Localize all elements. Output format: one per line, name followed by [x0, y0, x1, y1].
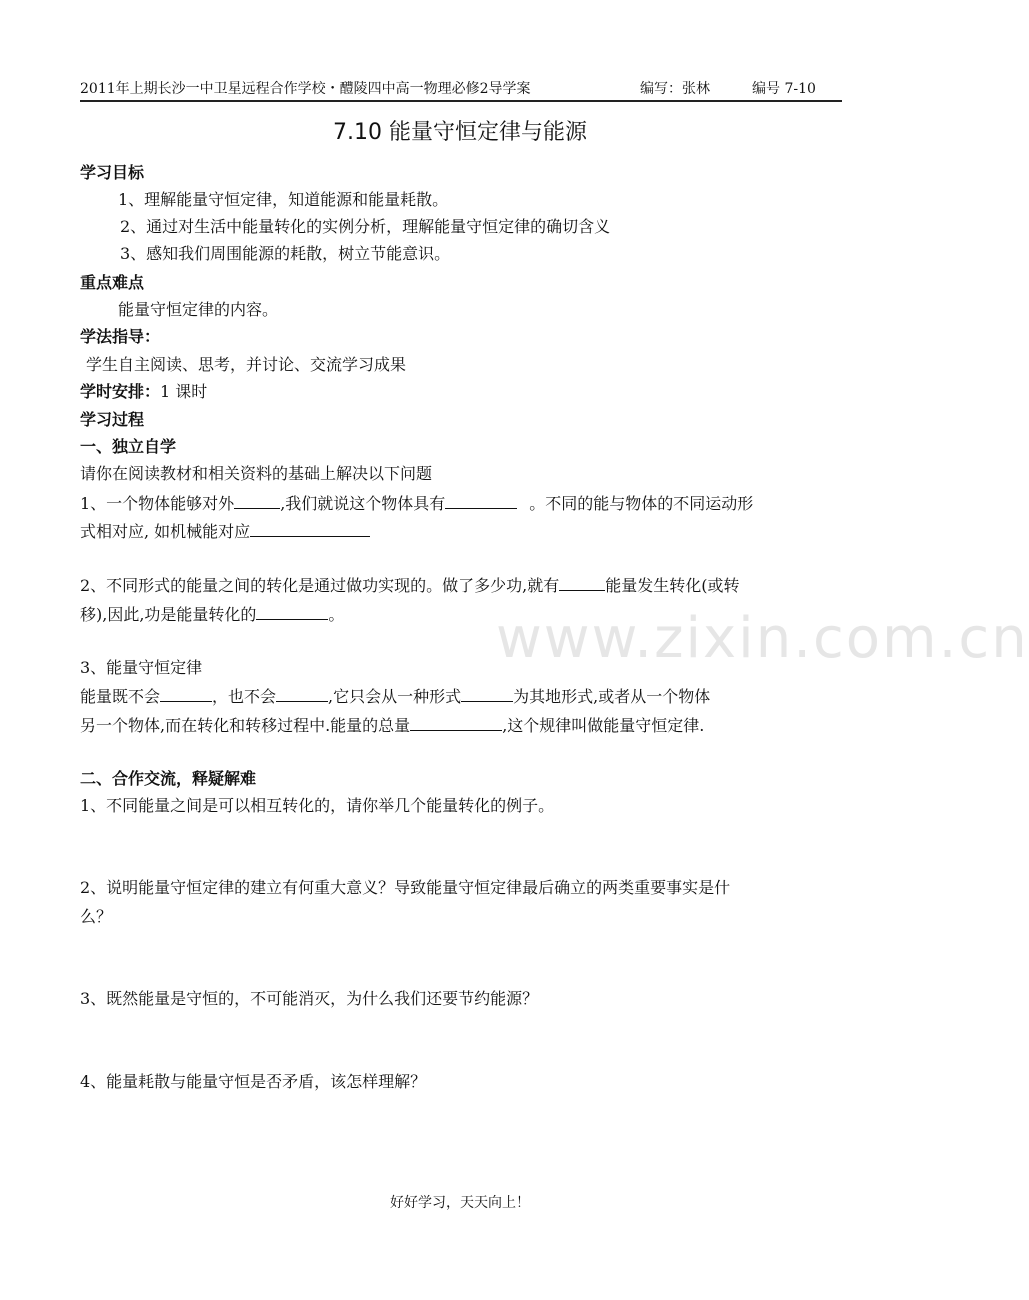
- schedule-value: 1 课时: [160, 382, 208, 401]
- answer-blank[interactable]: [445, 492, 517, 509]
- section1-intro: 请你在阅读教材和相关资料的基础上解决以下问题: [80, 464, 433, 483]
- discussion-question-3: 3、既然能量是守恒的，不可能消灭，为什么我们还要节约能源？: [80, 989, 539, 1008]
- header-number: 编号 7-10: [752, 81, 816, 97]
- answer-blank[interactable]: [410, 714, 502, 731]
- page-title: 7.10 能量守恒定律与能源: [333, 120, 587, 145]
- answer-blank[interactable]: [276, 685, 328, 702]
- watermark: www.zixin.com.cn: [496, 606, 1029, 671]
- question-3-line2: 另一个物体,而在转化和转移过程中.能量的总量 ,这个规律叫做能量守恒定律.: [80, 716, 705, 735]
- objective-item: 3、感知我们周围能源的耗散，树立节能意识。: [120, 244, 451, 263]
- method-heading: 学法指导：: [80, 327, 161, 346]
- answer-blank[interactable]: [160, 685, 212, 702]
- process-heading: 学习过程: [80, 410, 145, 429]
- page-footer: 好好学习，天天向上！: [390, 1195, 530, 1211]
- page-header: [80, 80, 842, 102]
- answer-blank[interactable]: [256, 603, 328, 620]
- schedule: [80, 381, 207, 403]
- keypoints-text: 能量守恒定律的内容。: [118, 300, 279, 319]
- question-1-line1: 1、一个物体能够对外 ,我们就说这个物体具有 。不同的能与物体的不同运动形: [80, 494, 754, 513]
- header-author: 编写：张林: [640, 81, 710, 97]
- method-text: 学生自主阅读、思考，并讨论、交流学习成果: [86, 355, 407, 374]
- question-2-line2: 移),因此,功是能量转化的 。: [80, 605, 345, 624]
- keypoints-heading: 重点难点: [80, 273, 145, 292]
- section2-heading: 二、合作交流，释疑解难: [80, 769, 257, 788]
- header-school: 2011年上期长沙一中卫星远程合作学校・醴陵四中高一物理必修2导学案: [80, 81, 531, 97]
- discussion-question-2-cont: 么？: [80, 907, 113, 926]
- question-1-line2: 式相对应, 如机械能对应: [80, 520, 370, 543]
- section1-heading: 一、独立自学: [80, 437, 177, 456]
- answer-blank[interactable]: [559, 574, 605, 591]
- answer-blank[interactable]: [461, 685, 513, 702]
- question-2-line1: 2、不同形式的能量之间的转化是通过做功实现的。做了多少功,就有 能量发生转化(或转: [80, 576, 740, 595]
- objectives-heading: 学习目标: [80, 163, 145, 182]
- discussion-question-2: 2、说明能量守恒定律的建立有何重大意义？导致能量守恒定律最后确立的两类重要事实是什: [80, 878, 731, 897]
- objective-item: 1、理解能量守恒定律，知道能源和能量耗散。: [118, 190, 449, 209]
- objective-item: 2、通过对生活中能量转化的实例分析，理解能量守恒定律的确切含义: [120, 217, 611, 236]
- answer-blank[interactable]: [250, 520, 370, 537]
- schedule-label: 学时安排：: [80, 382, 161, 401]
- discussion-question-4: 4、能量耗散与能量守恒是否矛盾，该怎样理解？: [80, 1072, 427, 1091]
- question-3-line1: 能量既不会 ，也不会 ,它只会从一种形式 为其地形式,或者从一个物体: [80, 687, 711, 706]
- answer-blank[interactable]: [234, 492, 280, 509]
- discussion-question-1: 1、不同能量之间是可以相互转化的，请你举几个能量转化的例子。: [80, 796, 555, 815]
- question-3-title: 3、能量守恒定律: [80, 658, 203, 677]
